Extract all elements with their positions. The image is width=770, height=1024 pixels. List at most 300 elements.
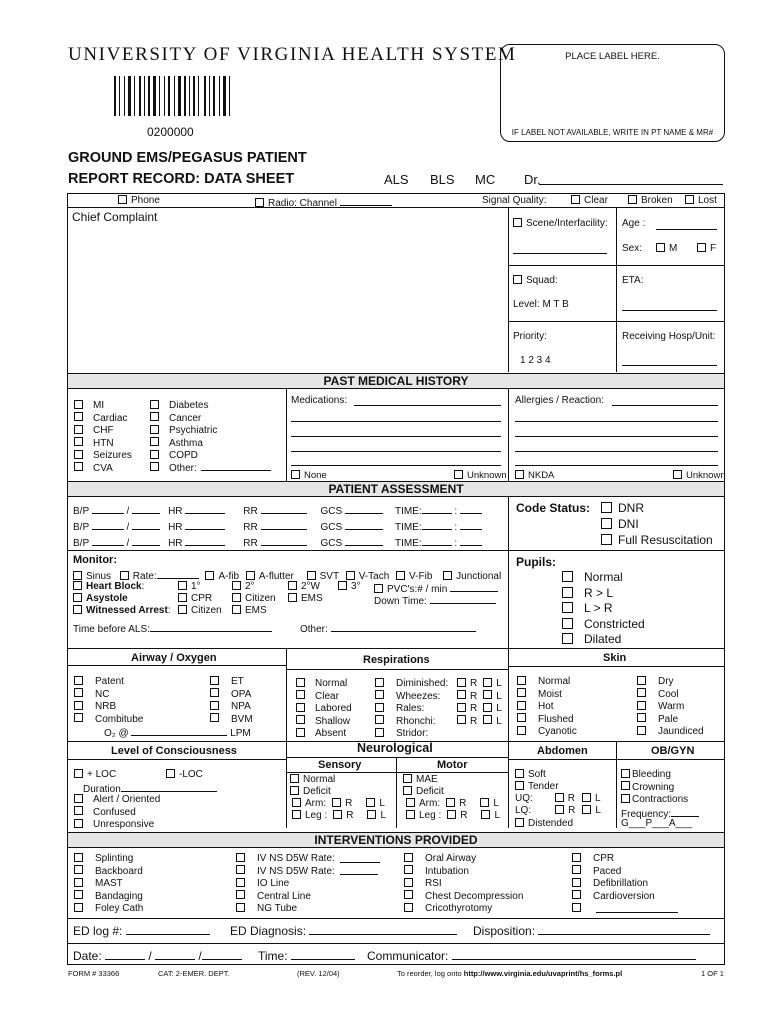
resp-item[interactable] (375, 678, 502, 690)
sensory-deficit-label: Deficit (303, 786, 331, 797)
skin-item[interactable] (517, 726, 577, 738)
hr-field[interactable] (185, 519, 225, 530)
time-label: TIME: (394, 506, 422, 517)
f-label: F (710, 243, 717, 254)
allergies-line-1[interactable] (612, 405, 718, 406)
abd-uq (515, 793, 601, 805)
signal-broken[interactable] (628, 195, 673, 207)
signal-label: Signal Quality: (482, 195, 547, 206)
wa-ems[interactable] (232, 605, 267, 617)
obgyn-item[interactable] (621, 782, 674, 794)
checkbox-icon (374, 584, 383, 593)
as-cpr[interactable] (178, 593, 212, 605)
rate-label: Rate: (132, 571, 157, 582)
code-dni[interactable] (601, 518, 639, 530)
pupil-item[interactable] (562, 587, 613, 599)
asystole[interactable] (73, 593, 128, 605)
pmh-other-field[interactable] (201, 470, 271, 471)
obgyn-label: Contractions (632, 794, 689, 805)
bp-dia-field[interactable] (132, 519, 160, 530)
checkbox-icon (74, 819, 83, 828)
checkbox-icon (236, 903, 245, 912)
org-name: UNIVERSITY OF VIRGINIA HEALTH SYSTEM (68, 44, 517, 65)
airway-item[interactable] (74, 676, 124, 688)
reorder-link[interactable]: http://www.virginia.edu/uvaprint/hs_forms.pl (463, 969, 623, 978)
as-citizen[interactable] (232, 593, 276, 605)
pvc-field[interactable] (450, 581, 498, 592)
pupils-text: Pupils (516, 555, 553, 569)
bp-sys-field[interactable] (92, 503, 124, 514)
date-mm[interactable] (105, 949, 145, 960)
chief-complaint-label: Chief Complaint (72, 210, 158, 224)
pupil-label: Normal (584, 570, 623, 584)
time-hh-field[interactable] (422, 519, 452, 530)
divider (67, 550, 724, 551)
rr-field[interactable] (261, 535, 307, 546)
vtach-label: V-Tach (358, 571, 390, 582)
hb-2w[interactable] (288, 581, 320, 593)
intervention-item[interactable] (236, 878, 289, 890)
pmh-item[interactable] (74, 425, 114, 437)
airway-label: NRB (95, 701, 117, 712)
checkbox-icon (375, 703, 384, 712)
gcs-field[interactable] (345, 519, 383, 530)
airway-item[interactable] (210, 676, 244, 688)
checkbox-icon (236, 890, 245, 899)
barcode-bar (124, 76, 125, 116)
ed-dx-field[interactable] (309, 924, 457, 935)
loc-item[interactable] (74, 807, 136, 819)
loc-label: Confused (93, 806, 136, 818)
checkbox-icon (571, 195, 580, 204)
checkbox-icon (288, 581, 297, 590)
checkbox-icon (296, 678, 305, 687)
divider (508, 648, 509, 828)
intervention-item[interactable] (572, 878, 648, 890)
reorder-text (397, 968, 622, 980)
pmh-item[interactable] (74, 450, 132, 462)
allergies-line-5[interactable] (515, 465, 718, 466)
code-full[interactable] (601, 534, 713, 546)
checkbox-icon (73, 581, 82, 590)
checkbox-icon (404, 903, 413, 912)
checkbox-icon (74, 425, 83, 434)
ed-dx-row (230, 924, 457, 937)
checkbox-icon (150, 400, 159, 409)
time-field[interactable] (291, 949, 355, 960)
skin-label: Pale (658, 713, 679, 725)
skin-label: Warm (658, 701, 685, 712)
checkbox-icon (656, 243, 665, 252)
intervention-item[interactable] (74, 891, 143, 903)
vitals-row: B/P / HR RR GCS TIME: : (73, 503, 482, 518)
checkbox-icon (332, 798, 341, 807)
meds-line-2[interactable] (291, 421, 501, 422)
code-status-label: Code Status: (516, 501, 591, 515)
checkbox-icon (483, 715, 492, 724)
dispo-field[interactable] (538, 924, 710, 935)
iv-rate-2-field[interactable] (340, 874, 378, 875)
full-resus-label: Full Resuscitation (618, 533, 713, 547)
resp-item[interactable] (296, 703, 352, 715)
skin-item[interactable] (637, 714, 678, 726)
checkbox-icon (457, 703, 466, 712)
checkbox-icon (404, 865, 413, 874)
hr-field[interactable] (185, 535, 225, 546)
pmh-item[interactable] (74, 400, 104, 412)
intervention-item[interactable] (236, 903, 297, 915)
intervention-label: Cardioversion (593, 890, 655, 902)
intervention-label: Central Line (257, 890, 311, 902)
time-label: TIME: (394, 538, 422, 549)
intervention-item[interactable] (74, 903, 143, 915)
bp-dia-field[interactable] (132, 535, 160, 546)
motor-mae[interactable] (403, 774, 438, 786)
r-label: R (345, 798, 353, 809)
skin-item[interactable] (517, 714, 574, 726)
eta-field[interactable] (622, 310, 717, 311)
abd-distended[interactable] (515, 818, 573, 830)
meds-line-4[interactable] (291, 451, 501, 452)
pmh-label: CHF (93, 425, 114, 436)
checkbox-icon (483, 678, 492, 687)
date-yy[interactable] (202, 949, 242, 960)
checkbox-icon (210, 676, 219, 685)
airway-item[interactable] (210, 714, 253, 726)
rr-field[interactable] (261, 519, 307, 530)
rate-field[interactable] (157, 568, 199, 579)
pmh-label: Other: (169, 462, 197, 474)
resp-item[interactable] (296, 728, 346, 740)
resp-label: Diminished: (396, 678, 449, 689)
checkbox-icon (74, 688, 83, 697)
time-hh-field[interactable] (422, 503, 452, 514)
code-dnr[interactable] (601, 502, 644, 514)
phone-option[interactable] (118, 195, 160, 207)
level-als[interactable]: ALS (384, 172, 409, 187)
checkbox-icon (296, 728, 305, 737)
barcode-number: 0200000 (147, 125, 194, 139)
time-mm-field[interactable] (460, 535, 482, 546)
rr-label: RR (243, 538, 258, 549)
checkbox-icon (333, 810, 342, 819)
intervention-label: Intubation (425, 865, 469, 877)
checkbox-icon (483, 690, 492, 699)
intervention-item[interactable] (404, 866, 469, 878)
sex-f[interactable] (697, 243, 716, 255)
resp-item[interactable] (375, 715, 502, 728)
gcs-label: GCS (320, 506, 343, 517)
pupil-item[interactable] (562, 633, 621, 645)
divider (508, 389, 509, 481)
resp-item[interactable] (375, 690, 502, 703)
divider (286, 772, 508, 773)
pupil-item[interactable] (562, 618, 645, 630)
label-box-top: PLACE LABEL HERE. (565, 51, 660, 62)
checkbox-icon (446, 798, 455, 807)
divider (508, 265, 724, 266)
obgyn-item[interactable] (621, 794, 688, 806)
abd-soft[interactable] (515, 769, 546, 781)
eta-label: ETA: (622, 275, 644, 286)
ed-log-row (73, 924, 210, 937)
airway-item[interactable] (74, 701, 116, 713)
intervention-label: IV NS D5W Rate: (257, 853, 335, 864)
radio-channel-field[interactable] (340, 195, 392, 206)
airway-label: Patent (95, 676, 124, 687)
intervention-item[interactable] (74, 866, 143, 878)
allergies-line-3[interactable] (515, 436, 718, 437)
bp-label: B/P (73, 522, 89, 533)
r-label: R (459, 798, 467, 809)
intervention-item[interactable] (236, 853, 335, 865)
checkbox-icon (582, 805, 591, 814)
down-time-field[interactable] (430, 593, 496, 604)
loc-plus[interactable] (74, 769, 116, 781)
age-field[interactable] (656, 229, 717, 230)
intervention-item[interactable] (572, 891, 655, 903)
loc-title: Level of Consciousness (111, 745, 237, 757)
intervention-item[interactable] (74, 853, 133, 865)
signal-lost[interactable] (685, 195, 717, 207)
resp-item[interactable] (296, 678, 347, 690)
meds-line-1[interactable] (354, 405, 501, 406)
hb-3[interactable] (338, 581, 361, 593)
r-label: R (470, 690, 478, 702)
bp-dia-field[interactable] (132, 503, 160, 514)
squad-option[interactable] (513, 275, 558, 287)
form-rev: (REV. 12/04) (297, 969, 340, 978)
resp-title: Respirations (363, 654, 430, 666)
as-ems[interactable] (288, 593, 323, 605)
receiving-field[interactable] (622, 365, 717, 366)
skin-item[interactable] (637, 726, 704, 738)
intervention-item[interactable] (572, 866, 621, 878)
obgyn-gpa[interactable]: G___P___A___ (621, 818, 693, 829)
intervention-item[interactable] (236, 891, 311, 903)
checkbox-icon (292, 810, 301, 819)
signal-clear[interactable] (571, 195, 608, 207)
hb-2w-label: 2°W (301, 581, 320, 592)
hb-2[interactable] (232, 581, 255, 593)
barcode-bar (223, 76, 226, 116)
pmh-item[interactable] (150, 463, 197, 475)
skin-item[interactable] (637, 676, 674, 688)
bp-sys-field[interactable] (92, 535, 124, 546)
iv-rate-1-field[interactable] (340, 862, 380, 863)
scene-field[interactable] (513, 253, 607, 254)
time-mm-field[interactable] (460, 519, 482, 530)
intervention-item[interactable] (572, 853, 614, 865)
resp-label: Normal (315, 678, 348, 689)
airway-title: Airway / Oxygen (131, 652, 217, 664)
obgyn-item[interactable] (621, 769, 671, 781)
r-label: R (460, 810, 468, 821)
leg-label: Leg : (305, 810, 328, 821)
checkbox-icon (637, 701, 646, 710)
pmh-item[interactable] (74, 438, 114, 450)
afib-label: A-fib (218, 571, 240, 582)
barcode-bar (128, 76, 131, 116)
skin-item[interactable] (637, 689, 679, 701)
loc-minus[interactable] (166, 769, 203, 781)
lost-label: Lost (698, 195, 717, 206)
pmh-label: Psychiatric (169, 425, 218, 436)
barcode-bar (193, 76, 195, 116)
intervention-item[interactable] (404, 853, 476, 865)
form-number: FORM # 33366 (68, 969, 120, 978)
comm-field[interactable] (452, 949, 696, 960)
checkbox-icon (517, 701, 526, 710)
obgyn-label: Bleeding (632, 769, 671, 780)
down-time (374, 593, 496, 608)
resp-item[interactable] (296, 716, 350, 728)
divider (286, 389, 287, 481)
time-mm-field[interactable] (460, 503, 482, 514)
date-dd[interactable] (155, 949, 195, 960)
intervention-item[interactable] (404, 903, 492, 915)
bp-sys-field[interactable] (92, 519, 124, 530)
barcode-bar (139, 76, 141, 116)
distended-label: Distended (528, 818, 574, 829)
time-before-als (73, 621, 272, 636)
checkbox-icon (406, 810, 415, 819)
cpr-label: CPR (191, 593, 213, 604)
pmh-item[interactable] (74, 413, 127, 425)
int-other-field[interactable] (596, 912, 678, 913)
intervention-item[interactable] (236, 866, 335, 878)
radio-label: Radio: Channel (268, 198, 337, 209)
barcode (114, 76, 232, 118)
meds-line-3[interactable] (291, 436, 501, 437)
sex-m[interactable] (656, 243, 677, 255)
scene-option[interactable] (513, 218, 608, 230)
intervention-item[interactable] (572, 903, 593, 915)
wa-citizen[interactable] (178, 605, 222, 617)
rr-field[interactable] (261, 503, 307, 514)
checkbox-icon (288, 593, 297, 602)
pmh-item[interactable] (150, 400, 208, 412)
dni-label: DNI (618, 517, 639, 531)
other-field[interactable] (331, 621, 476, 632)
pmh-item[interactable] (74, 463, 113, 475)
comm-row (367, 949, 696, 962)
pupil-item[interactable] (562, 602, 613, 614)
squad-label: Squad: (526, 275, 558, 286)
allergies-line-2[interactable] (515, 421, 718, 422)
sensory-deficit[interactable] (290, 786, 331, 798)
checkbox-icon (403, 786, 412, 795)
intervention-item[interactable] (404, 891, 523, 903)
resp-label: Wheezes: (396, 690, 441, 702)
skin-item[interactable] (517, 689, 562, 701)
barcode-bar (174, 76, 175, 116)
checkbox-icon (517, 676, 526, 685)
label-box[interactable] (500, 44, 725, 142)
intervention-label: Paced (593, 865, 622, 877)
duration-field[interactable] (121, 781, 217, 792)
pupil-label: Constricted (584, 616, 645, 631)
loc-label: Alert / Oriented (93, 794, 161, 805)
checkbox-icon (447, 810, 456, 819)
hb-1[interactable] (178, 581, 201, 593)
level-mc[interactable]: MC (475, 172, 496, 187)
time-hh-field[interactable] (422, 535, 452, 546)
checkbox-icon (338, 581, 347, 590)
resp-item[interactable] (296, 691, 339, 703)
checkbox-icon (210, 713, 219, 722)
intervention-item[interactable] (404, 878, 442, 890)
abd-tender[interactable] (515, 781, 559, 793)
pmh-item[interactable] (150, 425, 217, 437)
checkbox-icon (572, 903, 581, 912)
dr-field[interactable] (539, 184, 723, 185)
witnessed[interactable]: Witnessed Arrest: (73, 605, 171, 617)
resp-item[interactable] (375, 728, 428, 740)
frequency-field[interactable] (671, 806, 699, 817)
barcode-bar (178, 76, 181, 116)
barcode-bar (148, 76, 150, 116)
barcode-bar (204, 76, 206, 116)
time-before-field[interactable] (150, 621, 272, 632)
l-label: L (379, 798, 385, 809)
intervention-item[interactable] (74, 878, 123, 890)
resp-item[interactable] (375, 703, 502, 715)
meds-line-5[interactable] (291, 465, 501, 466)
airway-label: OPA (231, 688, 252, 700)
unknown-label: Unknown (686, 470, 726, 481)
resp-label: Shallow (315, 715, 351, 727)
checkbox-icon (555, 793, 564, 802)
witnessed-label: Witnessed Arrest (86, 605, 168, 616)
divider (508, 207, 509, 372)
skin-item[interactable] (517, 676, 570, 688)
intervention-label: IV NS D5W Rate: (257, 865, 335, 877)
allergies-line-4[interactable] (515, 451, 718, 452)
ed-log-label: ED log #: (73, 924, 123, 938)
pupil-item[interactable] (562, 571, 623, 583)
duration-label: Duration (83, 784, 121, 795)
checkbox-icon (637, 726, 646, 735)
pmh-item[interactable] (150, 450, 198, 462)
gcs-field[interactable] (345, 535, 383, 546)
sensory-leg (292, 810, 386, 822)
pmh-item[interactable] (150, 438, 203, 450)
loc-item[interactable] (74, 794, 160, 806)
skin-item[interactable] (637, 701, 684, 713)
airway-item[interactable] (210, 689, 251, 701)
neuro-title: Neurological (357, 741, 433, 755)
checkbox-icon (621, 769, 630, 778)
skin-item[interactable] (517, 701, 554, 713)
sensory-normal[interactable] (290, 774, 335, 786)
pmh-item[interactable] (150, 413, 201, 425)
loc-item[interactable] (74, 819, 154, 831)
airway-item[interactable] (74, 689, 109, 701)
o2-field[interactable] (131, 725, 227, 736)
checkbox-icon (375, 690, 384, 699)
hr-field[interactable] (185, 503, 225, 514)
checkbox-icon (74, 769, 83, 778)
airway-item[interactable] (74, 714, 143, 726)
checkbox-icon (210, 688, 219, 697)
gcs-field[interactable] (345, 503, 383, 514)
level-bls[interactable]: BLS (430, 172, 455, 187)
airway-item[interactable] (210, 701, 251, 713)
motor-deficit[interactable] (403, 786, 444, 798)
ed-log-field[interactable] (126, 924, 210, 935)
priority-numbers[interactable]: 1 2 3 4 (520, 355, 551, 366)
